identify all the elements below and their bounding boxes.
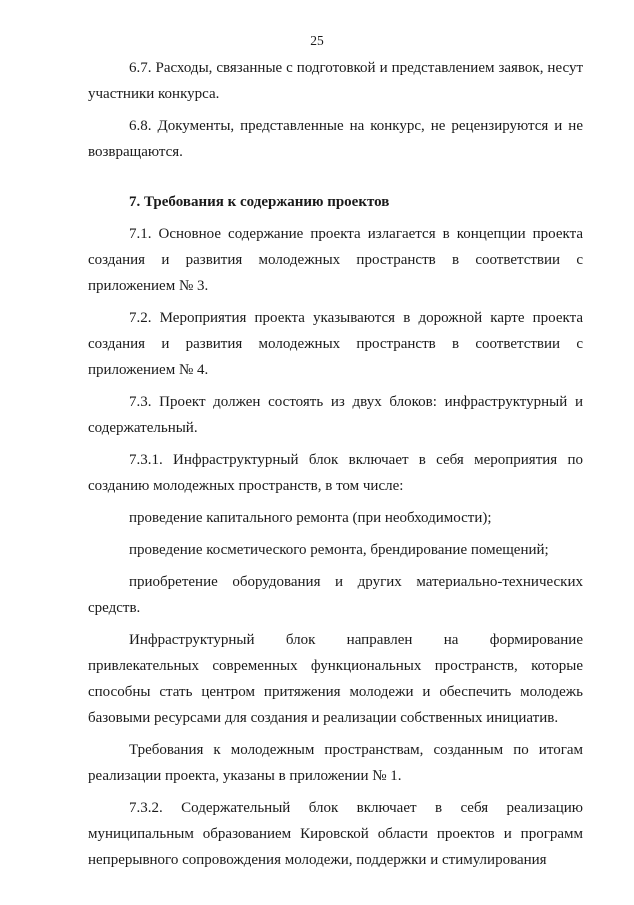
paragraph-6-8: 6.8. Документы, представленные на конкурс, не рецензируются и не возвращаются.	[88, 118, 583, 160]
list-item-capital-repair: проведение капитального ремонта (при необходимости);	[129, 510, 492, 526]
paragraph-7-3-1: 7.3.1. Инфраструктурный блок включает в себя мероприятия по созданию молодежных пространств, в том числе:	[88, 452, 583, 494]
paragraph-space-requirements: Требования к молодежным пространствам, созданным по итогам реализации проекта, указаны в приложении № 1.	[88, 742, 583, 784]
paragraph-6-7: 6.7. Расходы, связанные с подготовкой и представлением заявок, несут участники конкурса.	[88, 60, 583, 102]
document-body	[88, 55, 583, 873]
section-heading-7: 7. Требования к содержанию проектов	[129, 194, 390, 210]
list-item-equipment: приобретение оборудования и других материально-технических средств.	[88, 574, 583, 616]
paragraph-7-3-2: 7.3.2. Содержательный блок включает в себя реализацию муниципальным образованием Кировской области проектов и программ непрерывного сопровождения молодежи, поддержки и стимулирования	[88, 800, 583, 868]
paragraph-infrastructure-purpose: Инфраструктурный блок направлен на формирование привлекательных современных функциональных пространств, которые способны стать центром притяжения молодежи и обеспечить молодежь базовыми ресурсами для создания и реализации собственных инициатив.	[88, 632, 583, 726]
paragraph-7-3: 7.3. Проект должен состоять из двух блоков: инфраструктурный и содержательный.	[88, 394, 583, 436]
list-item-cosmetic-repair: проведение косметического ремонта, брендирование помещений;	[129, 542, 549, 558]
paragraph-7-1: 7.1. Основное содержание проекта излагается в концепции проекта создания и развития молодежных пространств в соответствии с приложением № 3.	[88, 226, 583, 294]
page-number: 25	[310, 33, 324, 48]
paragraph-7-2: 7.2. Мероприятия проекта указываются в дорожной карте проекта создания и развития молодежных пространств в соответствии с приложением № 4.	[88, 310, 583, 378]
